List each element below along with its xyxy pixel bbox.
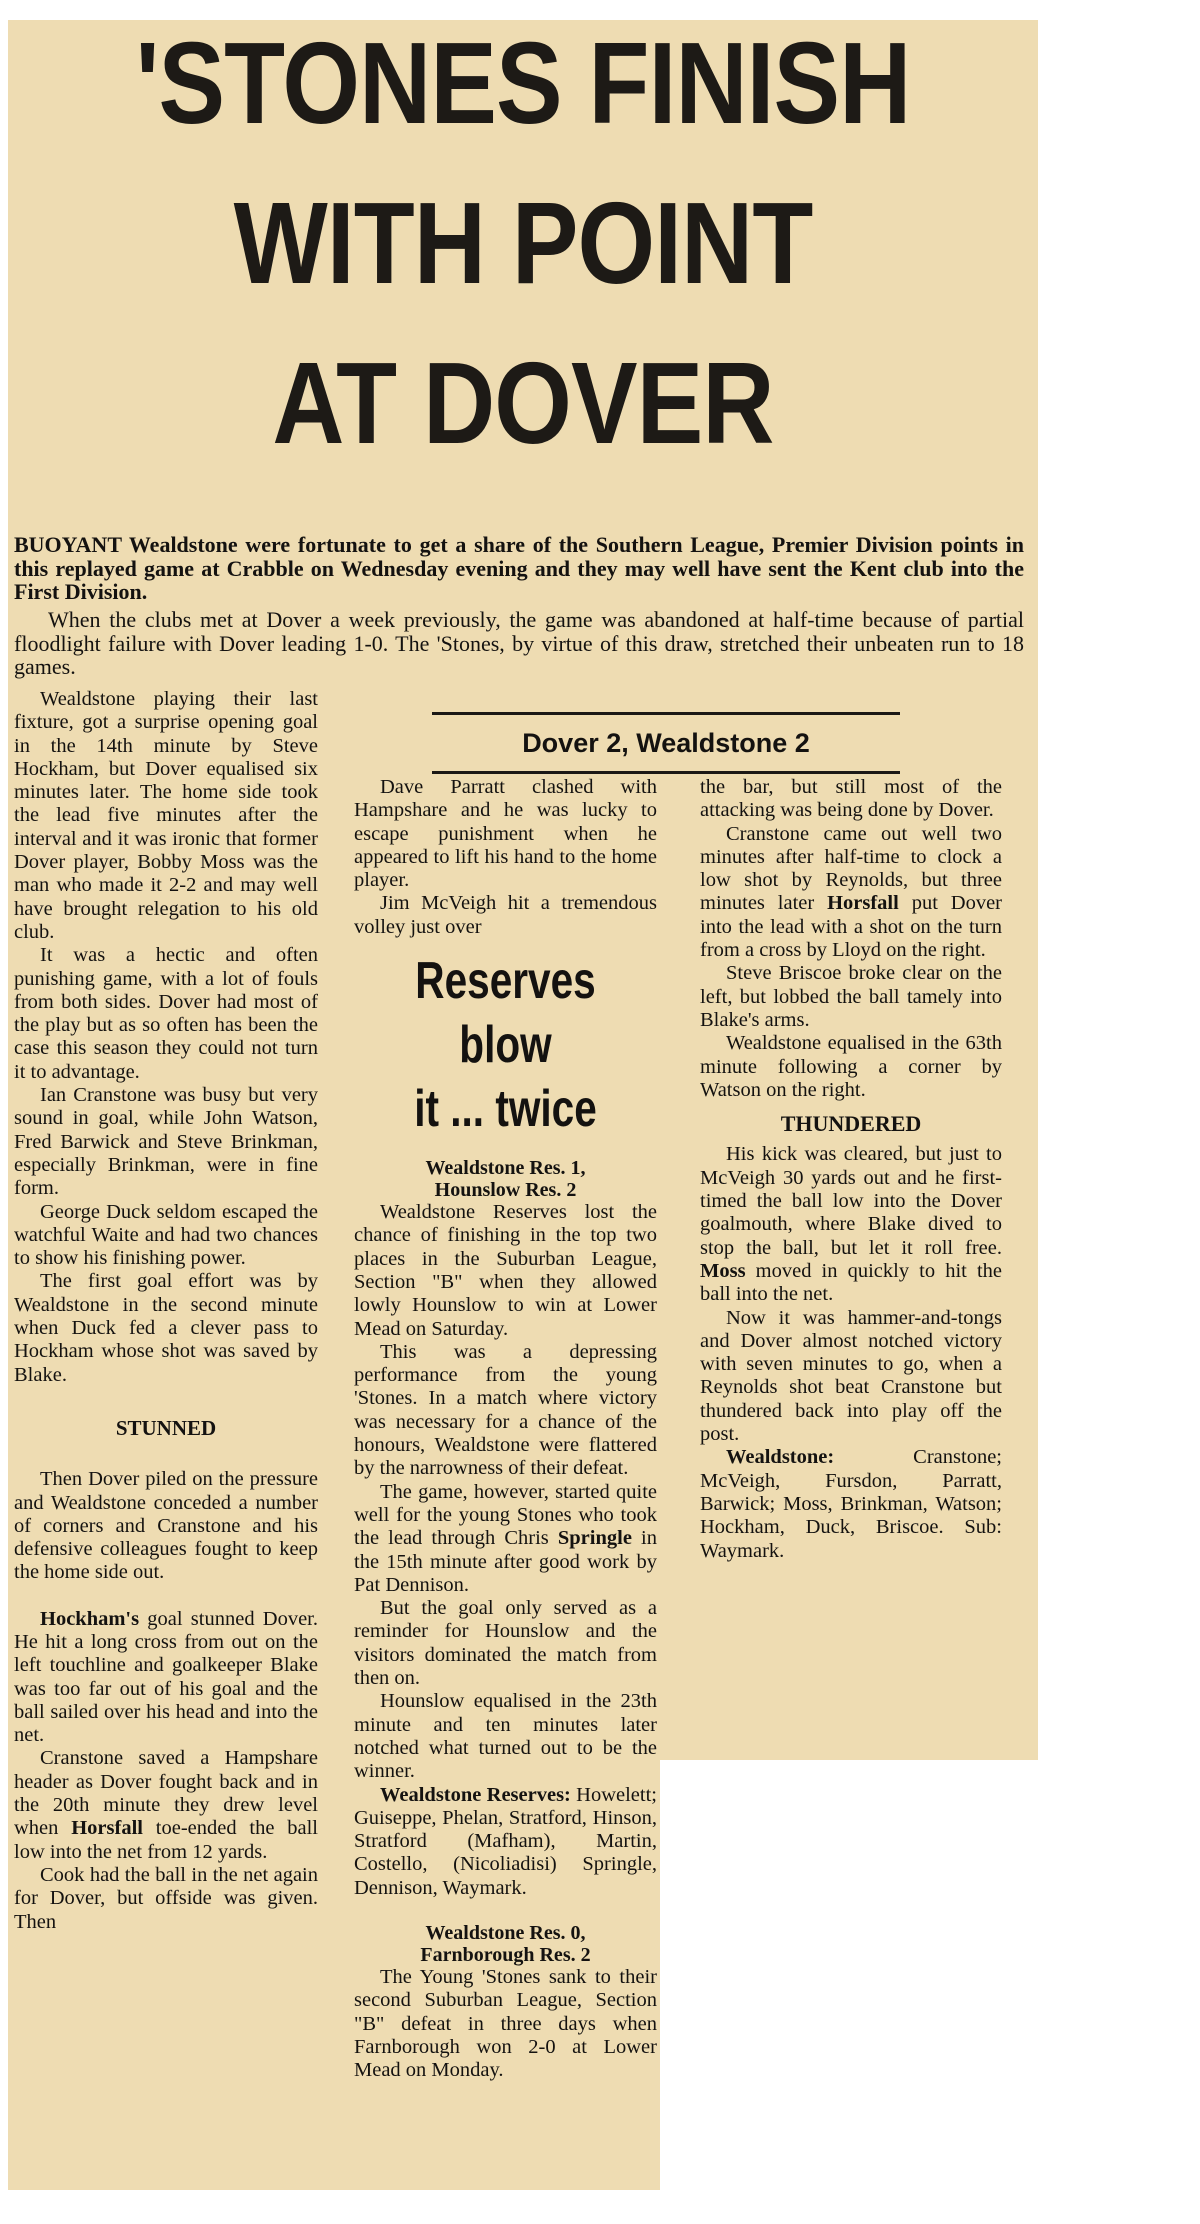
- score-title-text: Dover 2, Wealdstone 2: [522, 727, 810, 758]
- result-line: Farnborough Res. 2: [420, 1943, 591, 1966]
- col3-paragraph: Steve Briscoe broke clear on the left, but lobbed the ball tamely into Blake's arms.: [700, 962, 1002, 1031]
- col3-text: His kick was cleared, but just to McVeigh 30 yards out and he first-timed the ball low into the Dover goalmouth, where Blake dived to stop the ball, but let it roll free.: [700, 1143, 1002, 1259]
- col2-paragraph: Wealdstone Reserves lost the chance of finishing in the top two places in the Suburban League, Section "B" when they allowed lowly Hounslow to win at Lower Mead on Saturday.: [354, 1201, 657, 1340]
- col2-paragraph: But the goal only served as a reminder for Hounslow and the visitors dominated the match from then on.: [354, 1597, 657, 1690]
- col1-text: toe-ended the ball low into the net from 12 yards.: [14, 1817, 318, 1863]
- col3-text: put Dover into the lead with a shot on the turn from a cross by Lloyd on the right.: [700, 892, 1002, 962]
- column-1: [14, 688, 318, 1934]
- col3-text: Cranstone came out well two minutes after half-time to clock a low shot by Reynolds, but three minutes later: [700, 822, 1002, 915]
- col3-paragraph: [700, 1446, 1002, 1562]
- col3-paragraph: [700, 1143, 1002, 1306]
- col2-paragraph: Jim McVeigh hit a tremendous volley just over: [354, 892, 657, 938]
- player-name: Hockham's: [40, 1607, 140, 1630]
- subheading-thundered: THUNDERED: [780, 1111, 922, 1137]
- team-label: Wealdstone Reserves:: [380, 1783, 571, 1806]
- col1-paragraph: Wealdstone playing their last fixture, got a surprise opening goal in the 14th minute by Steve Hockham, but Dover equalised six minutes later. The home side took the lead five minutes after the interval and it was ironic that former Dover player, Bobby Moss was the man who made it 2-2 and may well have brought relegation to his old club.: [14, 688, 318, 943]
- col3-paragraph: the bar, but still most of the attacking was being done by Dover.: [700, 776, 1002, 822]
- column-3: [700, 776, 1002, 1563]
- player-name: Horsfall: [71, 1817, 143, 1840]
- col1-paragraph: George Duck seldom escaped the watchful Waite and had two chances to show his finishing power.: [14, 1200, 318, 1270]
- col1-paragraph: The first goal effort was by Wealdstone in the second minute when Duck fed a clever pass to Hockham whose shot was saved by Blake.: [14, 1270, 318, 1386]
- headline-line-2: WITH POINT: [233, 178, 813, 308]
- result-line: Wealdstone Res. 1,: [425, 1157, 586, 1180]
- col1-paragraph: [14, 1747, 318, 1863]
- col2-text: in the 15th minute after good work by Pat Dennison.: [354, 1527, 657, 1596]
- player-name: Moss: [700, 1259, 746, 1282]
- team-list: Cranstone; McVeigh, Fursdon, Parratt, Barwick; Moss, Brinkman, Watson; Hockham, Duck, Briscoe. Sub: Waymark.: [700, 1446, 1002, 1562]
- result-line: Wealdstone Res. 0,: [425, 1921, 586, 1944]
- col2-paragraph: This was a depressing performance from the young 'Stones. In a match where victory was necessary for a chance of the honours, Wealdstone were flattered by the narrowness of their defeat.: [354, 1340, 657, 1480]
- reserves-headline-line-1: Reserves blow: [415, 952, 596, 1075]
- col3-paragraph: Now it was hammer-and-tongs and Dover almost notched victory with seven minutes to go, when a Reynolds shot beat Cranstone but thundered back into play off the post.: [700, 1306, 1002, 1446]
- col1-paragraph: Cook had the ball in the net again for Dover, but offside was given. Then: [14, 1863, 318, 1933]
- subheading-stunned: STUNNED: [115, 1415, 217, 1440]
- col2-paragraph: The Young 'Stones sank to their second Suburban League, Section "B" defeat in three days when Farnborough won 2-0 at Lower Mead on Monday.: [354, 1965, 657, 2082]
- reserves-headline-line-2: it ... twice: [414, 1080, 597, 1139]
- headline-line-3: AT DOVER: [272, 338, 774, 468]
- player-name: Horsfall: [827, 892, 899, 915]
- col3-paragraph: [700, 823, 1002, 963]
- col2-paragraph: Dave Parratt clashed with Hampshare and he was lucky to escape punishment when he appeared to lift his hand to the home player.: [354, 776, 657, 892]
- headline-line-1: 'STONES FINISH: [135, 18, 911, 148]
- col2-text: The game, however, started quite well for the young Stones who took the lead through Chris: [354, 1480, 657, 1550]
- col1-paragraph: It was a hectic and often punishing game, with a lot of fouls from both sides. Dover had most of the play but as so often has been the case this season they could not turn it to advantage.: [14, 944, 318, 1083]
- col1-paragraph: [14, 1608, 318, 1748]
- col2-paragraph: Hounslow equalised in the 23th minute and ten minutes later notched what turned out to be the winner.: [354, 1690, 657, 1783]
- lede-bold: BUOYANT Wealdstone were fortunate to get a share of the Southern League, Premier Division points in this replayed game at Crabble on Wednesday evening and they may well have sent the Kent club into the First Division.: [14, 532, 1024, 604]
- col2-paragraph: [354, 1481, 657, 1597]
- column-2: [354, 776, 657, 2082]
- player-name: Springle: [557, 1527, 632, 1550]
- col3-text: moved in quickly to hit the ball into the net.: [700, 1259, 1002, 1306]
- col1-paragraph: Then Dover piled on the pressure and Wealdstone conceded a number of corners and Cranstone and his defensive colleagues fought to keep the home side out.: [14, 1468, 318, 1584]
- reserves-headline: [387, 949, 623, 1141]
- result-line: Hounslow Res. 2: [434, 1179, 577, 1202]
- lede-intro: [14, 608, 1024, 679]
- col1-text: Cranstone saved a Hampshare header as Dover fought back and in the 20th minute they drew level when: [14, 1747, 318, 1840]
- lede-intro-text: When the clubs met at Dover a week previously, the game was abandoned at half-time because of partial floodlight failure with Dover leading 1-0. The 'Stones, by virtue of this draw, stretched their unbeaten run to 18 games.: [14, 607, 1024, 679]
- col3-paragraph: Wealdstone equalised in the 63th minute following a corner by Watson on the right.: [700, 1032, 1002, 1101]
- score-title: [432, 712, 900, 774]
- col2-paragraph: [354, 1784, 657, 1900]
- team-label: Wealdstone:: [726, 1446, 835, 1469]
- team-list: Howelett; Guiseppe, Phelan, Stratford, Hinson, Stratford (Mafham), Martin, Costello, (Nicoliadisi) Springle, Dennison, Waymark.: [354, 1783, 657, 1899]
- col1-text: goal stunned Dover. He hit a long cross from out on the left touchline and goalkeeper Blake was too far out of his goal and the ball sailed over his head and into the net.: [14, 1607, 318, 1747]
- col1-paragraph: Ian Cranstone was busy but very sound in goal, while John Watson, Fred Barwick and Steve Brinkman, especially Brinkman, were in fine form.: [14, 1084, 318, 1200]
